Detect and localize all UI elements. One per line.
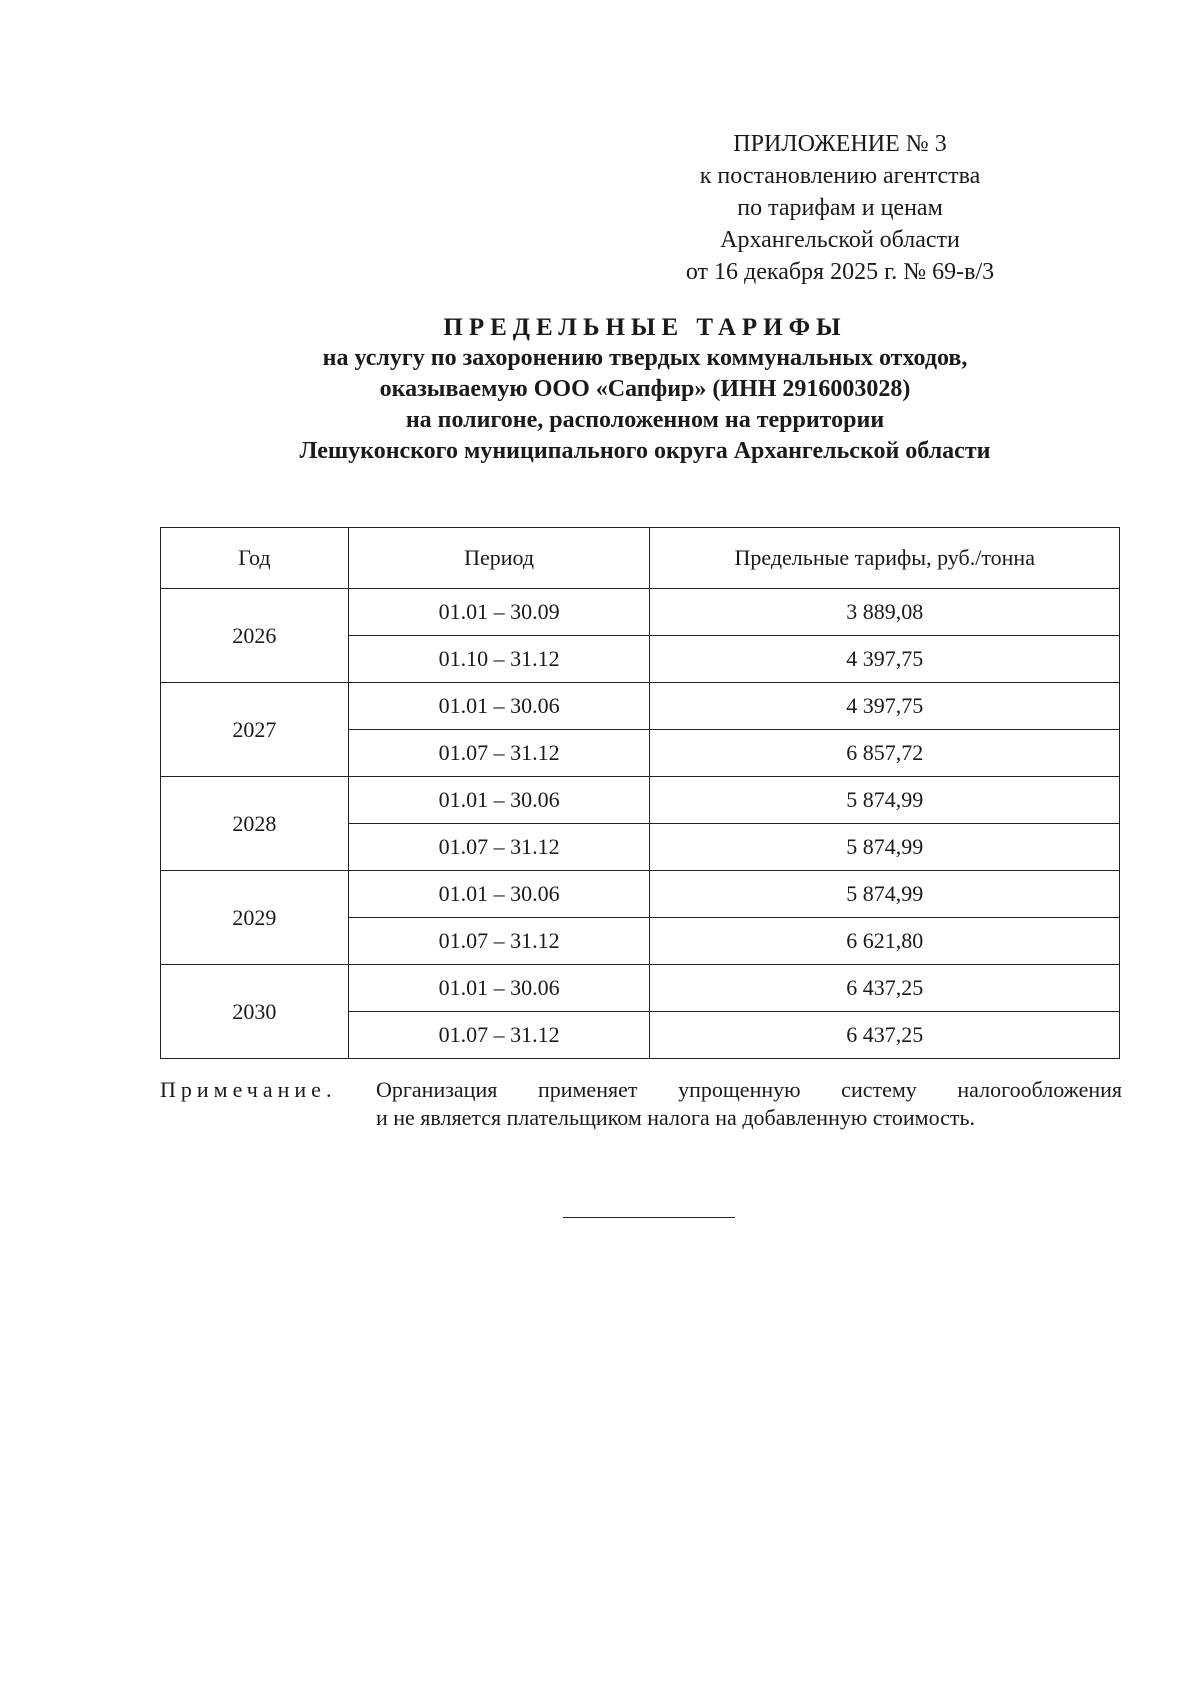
year-cell: 2030 bbox=[161, 965, 349, 1059]
note-text bbox=[376, 1076, 1122, 1132]
appendix-number: ПРИЛОЖЕНИЕ № 3 bbox=[733, 131, 947, 157]
note-line: Организация применяет упрощенную систему налогообложения bbox=[376, 1077, 1122, 1102]
appendix-date-number: от 16 декабря 2025 г. № 69-в/3 bbox=[685, 259, 995, 285]
period-cell: 01.01 – 30.06 bbox=[348, 965, 650, 1012]
header-tariff: Предельные тарифы, руб./тонна bbox=[650, 528, 1120, 589]
tariff-cell: 5 874,99 bbox=[650, 777, 1120, 824]
table-row bbox=[161, 683, 1120, 730]
tariff-cell: 6 437,25 bbox=[650, 965, 1120, 1012]
note-line: и не является плательщиком налога на добавленную стоимость. bbox=[376, 1105, 976, 1130]
period-cell: 01.01 – 30.09 bbox=[348, 589, 650, 636]
period-cell: 01.07 – 31.12 bbox=[348, 918, 650, 965]
period-cell: 01.01 – 30.06 bbox=[348, 871, 650, 918]
tariff-cell: 3 889,08 bbox=[650, 589, 1120, 636]
table-row bbox=[161, 871, 1120, 918]
year-cell: 2028 bbox=[161, 777, 349, 871]
period-cell: 01.01 – 30.06 bbox=[348, 683, 650, 730]
tariff-cell: 6 857,72 bbox=[650, 730, 1120, 777]
table-header-row bbox=[161, 528, 1120, 589]
document-title bbox=[160, 312, 1130, 467]
appendix-agency-line: по тарифам и ценам bbox=[737, 195, 943, 221]
table-row bbox=[161, 589, 1120, 636]
title-location-line: на полигоне, расположенном на территории bbox=[405, 407, 885, 433]
year-cell: 2026 bbox=[161, 589, 349, 683]
title-subject-line: на услугу по захоронению твердых коммунальных отходов, bbox=[322, 345, 968, 371]
table-row bbox=[161, 965, 1120, 1012]
tariff-cell: 6 437,25 bbox=[650, 1012, 1120, 1059]
tariff-cell: 5 874,99 bbox=[650, 871, 1120, 918]
tariff-table bbox=[160, 527, 1120, 1059]
tariff-cell: 5 874,99 bbox=[650, 824, 1120, 871]
table-row bbox=[161, 777, 1120, 824]
header-period: Период bbox=[348, 528, 650, 589]
tariff-cell: 4 397,75 bbox=[650, 683, 1120, 730]
year-cell: 2027 bbox=[161, 683, 349, 777]
appendix-block bbox=[620, 128, 1060, 288]
period-cell: 01.10 – 31.12 bbox=[348, 636, 650, 683]
tariff-cell: 4 397,75 bbox=[650, 636, 1120, 683]
period-cell: 01.07 – 31.12 bbox=[348, 1012, 650, 1059]
period-cell: 01.01 – 30.06 bbox=[348, 777, 650, 824]
appendix-reference-line: к постановлению агентства bbox=[699, 163, 981, 189]
end-divider bbox=[563, 1217, 735, 1218]
appendix-region-line: Архангельской области bbox=[720, 227, 960, 253]
period-cell: 01.07 – 31.12 bbox=[348, 824, 650, 871]
header-year: Год bbox=[161, 528, 349, 589]
note-label: Примечание. bbox=[160, 1077, 337, 1102]
year-cell: 2029 bbox=[161, 871, 349, 965]
title-provider-line: оказываемую ООО «Сапфир» (ИНН 2916003028) bbox=[379, 376, 911, 402]
title-heading: ПРЕДЕЛЬНЫЕ ТАРИФЫ bbox=[443, 314, 847, 341]
period-cell: 01.07 – 31.12 bbox=[348, 730, 650, 777]
title-district-line: Лешуконского муниципального округа Архангельской области bbox=[299, 438, 991, 464]
tariff-cell: 6 621,80 bbox=[650, 918, 1120, 965]
